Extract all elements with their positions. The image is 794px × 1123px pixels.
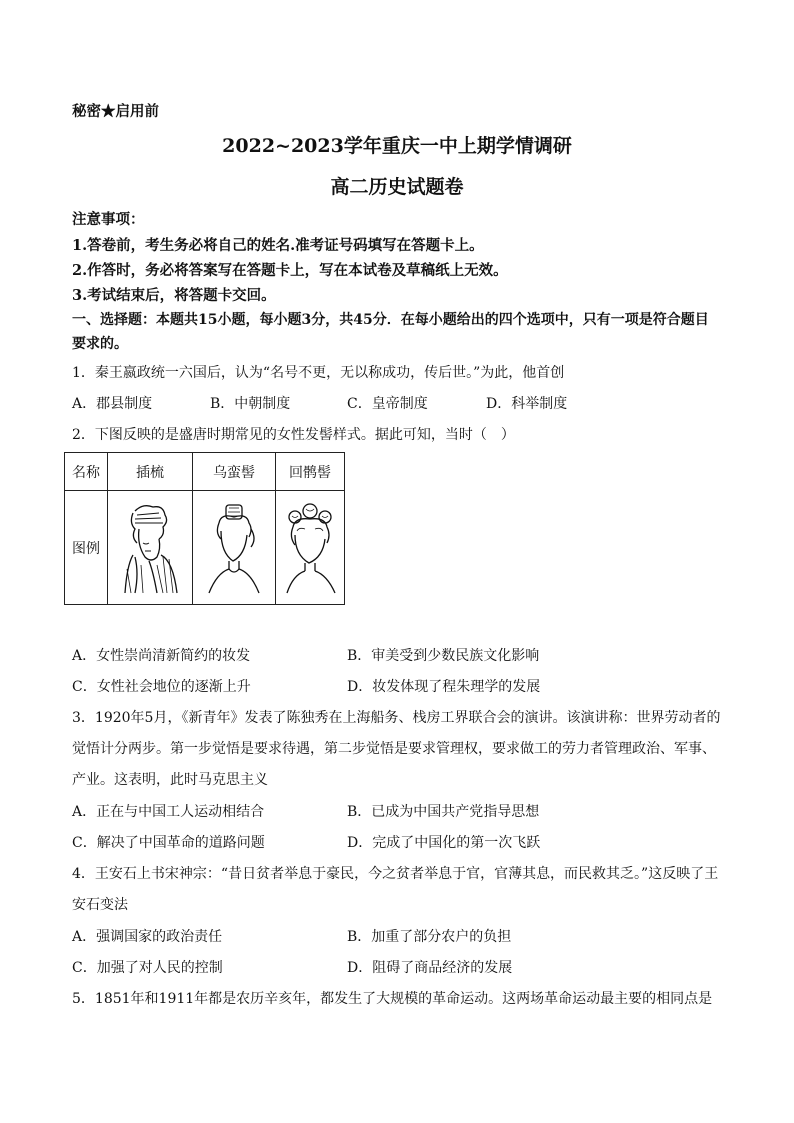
notice-item: 3.考试结束后，将答题卡交回。 bbox=[72, 287, 276, 304]
table-col-chashu: 插梳 bbox=[108, 453, 193, 491]
hairstyle-table bbox=[64, 452, 345, 605]
q4-option-d: D．阻碍了商品经济的发展 bbox=[347, 960, 513, 976]
q3-option-a: A．正在与中国工人运动相结合 bbox=[72, 804, 265, 820]
q2-option-b: B．审美受到少数民族文化影响 bbox=[347, 648, 540, 664]
question-2-stem: 2．下图反映的是盛唐时期常见的女性发髻样式。据此可知，当时（ ） bbox=[72, 427, 515, 443]
q4-option-a: A．强调国家的政治责任 bbox=[72, 929, 223, 945]
question-5-stem: 5．1851年和1911年都是农历辛亥年，都发生了大规模的革命运动。这两场革命运动最主要的相同点是 bbox=[72, 991, 713, 1007]
figure-huihu bbox=[276, 491, 345, 605]
question-1-stem: 1．秦王嬴政统一六国后，认为“名号不更，无以称成功，传后世。”为此，他首创 bbox=[72, 365, 565, 381]
q4-option-c: C．加强了对人民的控制 bbox=[72, 960, 223, 976]
figure-chashu bbox=[108, 491, 193, 605]
chashu-hairstyle-drawing bbox=[113, 499, 187, 597]
question-3-stem-line: 觉悟计分两步。第一步觉悟是要求待遇，第二步觉悟是要求管理权，要求做工的劳力者管理政治、军事、 bbox=[72, 741, 716, 757]
notice-item: 1.答卷前，考生务必将自己的姓名.准考证号码填写在答题卡上。 bbox=[72, 237, 484, 254]
q2-option-c: C．女性社会地位的逐渐上升 bbox=[72, 679, 251, 695]
question-4-stem-line: 4．王安石上书宋神宗：“昔日贫者举息于豪民，今之贫者举息于官，官薄其息，而民救其乏。”这反映了王 bbox=[72, 866, 719, 882]
table-header-figure: 图例 bbox=[65, 491, 108, 605]
q3-option-d: D．完成了中国化的第一次飞跃 bbox=[347, 835, 541, 851]
confidential-label: 秘密★启用前 bbox=[72, 103, 159, 120]
q1-option-c: C．皇帝制度 bbox=[347, 396, 428, 412]
q3-option-b: B．已成为中国共产党指导思想 bbox=[347, 804, 540, 820]
q4-option-b: B．加重了部分农户的负担 bbox=[347, 929, 512, 945]
notice-heading: 注意事项： bbox=[72, 211, 145, 228]
wuman-hairstyle-drawing bbox=[199, 499, 269, 597]
notice-item: 2.作答时，务必将答案写在答题卡上，写在本试卷及草稿纸上无效。 bbox=[72, 262, 508, 279]
figure-wuman bbox=[193, 491, 276, 605]
table-col-wuman: 乌蛮髻 bbox=[193, 453, 276, 491]
exam-title: 2022~2023学年重庆一中上期学情调研 bbox=[222, 135, 572, 157]
q2-option-d: D．妆发体现了程朱理学的发展 bbox=[347, 679, 541, 695]
huihu-hairstyle-drawing bbox=[279, 499, 341, 597]
q1-option-a: A．郡县制度 bbox=[72, 396, 153, 412]
table-col-huihu: 回鹘髻 bbox=[276, 453, 345, 491]
section-heading: 一、选择题：本题共15小题，每小题3分，共45分．在每小题给出的四个选项中，只有一项是符合题目 bbox=[72, 312, 709, 328]
table-header-name: 名称 bbox=[65, 453, 108, 491]
q1-option-b: B．中朝制度 bbox=[210, 396, 291, 412]
question-3-stem-line: 产业。这表明，此时马克思主义 bbox=[72, 772, 268, 788]
exam-subtitle: 高二历史试题卷 bbox=[330, 176, 464, 198]
q3-option-c: C．解决了中国革命的道路问题 bbox=[72, 835, 265, 851]
section-heading-cont: 要求的。 bbox=[72, 336, 128, 352]
question-4-stem-line: 安石变法 bbox=[72, 897, 128, 913]
q2-option-a: A．女性崇尚清新简约的妆发 bbox=[72, 648, 251, 664]
q1-option-d: D．科举制度 bbox=[486, 396, 568, 412]
question-3-stem-line: 3．1920年5月，《新青年》发表了陈独秀在上海船务、栈房工界联合会的演讲。该演讲称：世界劳动者的 bbox=[72, 710, 721, 726]
